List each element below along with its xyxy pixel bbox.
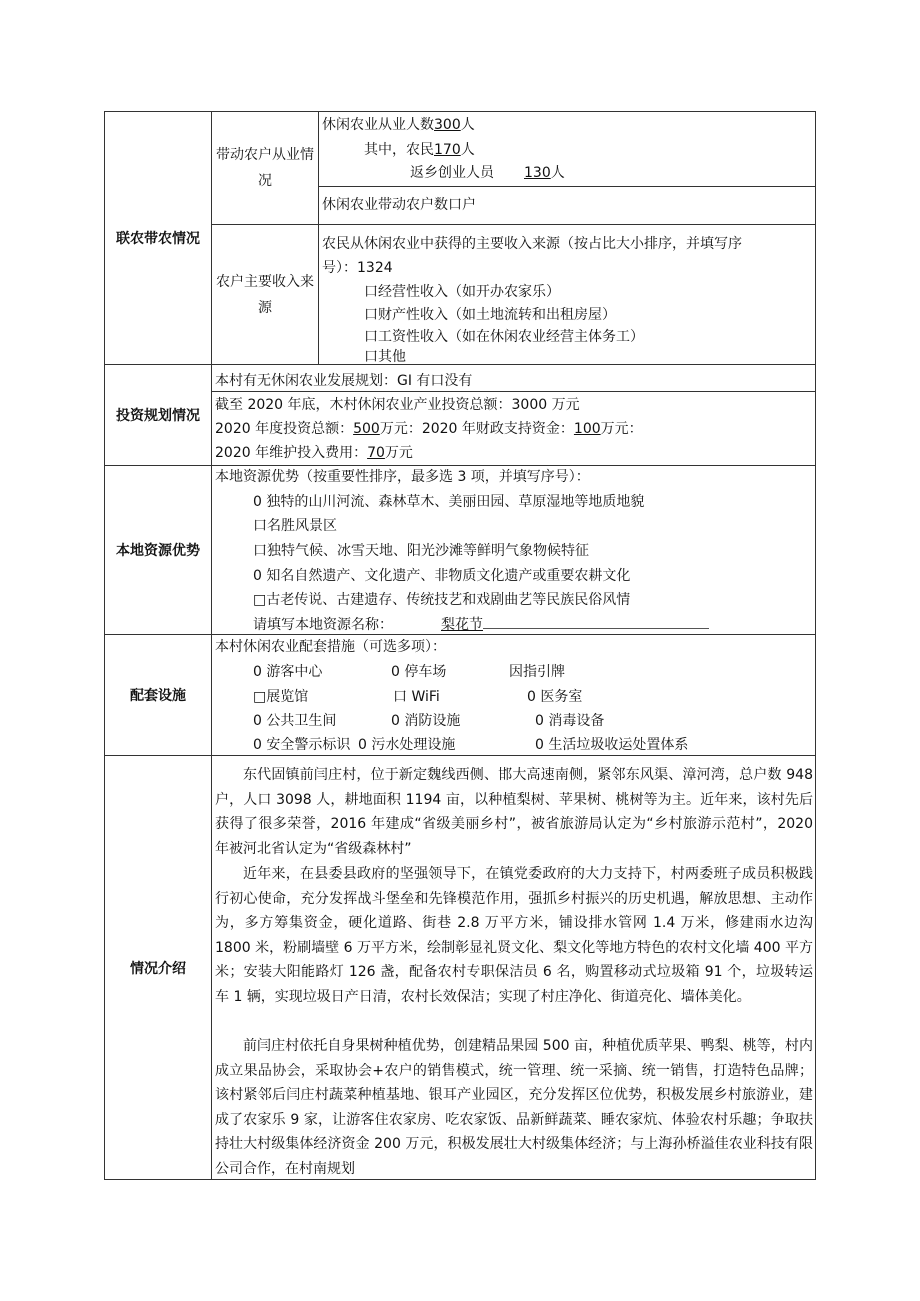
facility-item: 因指引牌 [509, 664, 565, 680]
facility-item: 0 消防设施 [391, 713, 461, 729]
facility-item: 0 游客中心 [253, 664, 323, 680]
resource-name-value: 梨花节 [441, 617, 483, 633]
investment-total: 截至 2020 年底，木村休闲农业产业投资总额：3000 万元 [215, 397, 580, 413]
employment-returnees-value: 130 [524, 165, 551, 181]
facility-item: 0 污水处理设施 [358, 737, 456, 753]
sub-employment [212, 112, 318, 224]
col-divider-2 [318, 112, 319, 364]
section-lianong: 联农带农情况 [116, 231, 200, 247]
employment-households: 休闲农业带动农户数口户 [322, 197, 476, 213]
sub-income-label: 农户主要收入来源 [216, 273, 314, 316]
resource-option: 0 独特的山川河流、森林草木、美丽田园、草原湿地等地质地貌 [253, 494, 645, 510]
facility-item: 0 安全警示标识 [253, 737, 351, 753]
resource-name-row: 请填写本地资源名称： 梨花节 [253, 614, 709, 635]
info-form-table [104, 111, 816, 1180]
row-divider [105, 465, 815, 466]
intro-paragraph: 东代固镇前闫庄村，位于新定魏线西侧、邯大高速南侧，紧邻东风渠、漳河湾，总户数 948 户，人口 3098 人，耕地面积 1194 亩，以种植梨树、苹果树、桃树等为主。近年来，该村先后获得了很多荣誉，2016 年建成“省级美丽乡村”，被省旅游局认定为“乡村旅游示范村”，2020 年被河北省认定为“省级森林村” [215, 767, 813, 857]
investment-maintenance: 2020 年维护投入费用：70万元 [215, 445, 413, 461]
row-divider [105, 755, 815, 756]
section-touzi: 投资规划情况 [116, 408, 200, 424]
section-peitao: 配套设施 [130, 688, 186, 704]
investment-fiscal-value: 100 [573, 421, 601, 437]
employment-farmers: 其中，农民170人 [364, 142, 475, 158]
resource-option: 口名胜风景区 [253, 518, 337, 534]
income-option: 口经营性收入（如开办农家乐） [364, 284, 560, 300]
row-divider [105, 364, 815, 365]
income-option: 口其他 [364, 349, 406, 365]
sub-income [212, 225, 318, 364]
row-divider [318, 186, 815, 187]
facility-item: 口 WiFi [393, 689, 440, 705]
facility-item: 0 消毒设备 [535, 713, 605, 729]
intro-paragraph: 近年来，在县委县政府的坚强领导下，在镇党委政府的大力支持下，村两委班子成员积极践行初心使命，充分发挥战斗堡垒和先锋模范作用，强抓乡村振兴的历史机遇，解放思想、主动作为，多方筹集资金，硬化道路、街巷 2.8 万平方米，铺设排水管网 1.4 万米，修建雨水边沟 1800 米，粉刷墙壁 6 万平方米，绘制彰显礼贤文化、梨文化等地方特色的农村文化墙 400 平方米；安装大阳能路灯 126 盏，配备农村专职保洁员 6 名，购置移动式垃圾箱 91 个，垃圾转运车 1 辆，实现垃圾日产日清，农村长效保洁；实现了村庄净化、街道亮化、墙体美化。 [215, 866, 813, 1005]
intro-paragraph: 前闫庄村依托自身果树种植优势，创建精品果园 500 亩，种植优质苹果、鸭梨、桃等，村内成立果品协会，采取协会+农户的销售模式，统一管理、统一采摘、统一销售，打造特色品牌；该村紧邻后闫庄村蔬菜种植基地、银耳产业园区，充分发挥区位优势，积极发展乡村旅游业，建成了农家乐 9 家，让游客住农家房、吃农家饭、品新鲜蔬菜、睡农家炕、体验农村乐趣；争取扶持壮大村级集体经济资金 200 万元，积极发展壮大村级集体经济；与上海孙桥溢佳农业科技有限公司合作，在村南规划 [215, 1038, 813, 1177]
facility-item: □展览馆 [253, 689, 309, 705]
investment-maint-value: 70 [367, 445, 385, 461]
employment-total: 休闲农业从业人数300人 [322, 117, 475, 133]
resource-name-underline [483, 614, 709, 629]
employment-returnees: 返乡创业人员 130人 [410, 165, 565, 181]
income-question-line1: 农民从休闲农业中获得的主要收入来源（按占比大小排序，并填写序 [322, 236, 742, 252]
sub-employment-label: 带动农户从业情况 [216, 147, 314, 189]
facility-item: 0 公共卫生间 [253, 713, 337, 729]
facility-item: 0 停车场 [391, 664, 447, 680]
section-jieshao: 情况介绍 [130, 960, 186, 977]
resource-option: 口独特气候、冰雪天地、阳光沙滩等鲜明气象物候特征 [253, 543, 589, 559]
facilities-question: 本村休闲农业配套措施（可选多项）： [215, 639, 446, 655]
resources-question: 本地资源优势（按重要性排序，最多选 3 项，并填写序号）： [215, 469, 590, 485]
investment-plan: 本村有无休闲农业发展规划：GI 有口没有 [215, 373, 473, 389]
facility-item: 0 医务室 [527, 689, 583, 705]
income-option: 口财产性收入（如土地流转和出租房屋） [364, 307, 616, 323]
income-question-line2: 号）：1324 [322, 260, 393, 276]
resource-option: □古老传说、古建遗存、传统技艺和戏剧曲艺等民族民俗风情 [253, 592, 631, 608]
employment-farmers-value: 170 [434, 142, 461, 158]
investment-year-value: 500 [353, 421, 380, 437]
income-option: 口工资性收入（如在休闲农业经营主体务工） [364, 329, 644, 345]
section-ziyuan: 本地资源优势 [116, 543, 200, 559]
facility-item: 0 生活垃圾收运处置体系 [535, 737, 689, 753]
investment-year: 2020 年度投资总额：500万元：2020 年财政支持资金：100万元： [215, 421, 643, 437]
resource-option: 0 知名自然遗产、文化遗产、非物质文化遗产或重要农耕文化 [253, 568, 631, 584]
row-divider [212, 391, 815, 392]
employment-total-value: 300 [434, 117, 461, 133]
